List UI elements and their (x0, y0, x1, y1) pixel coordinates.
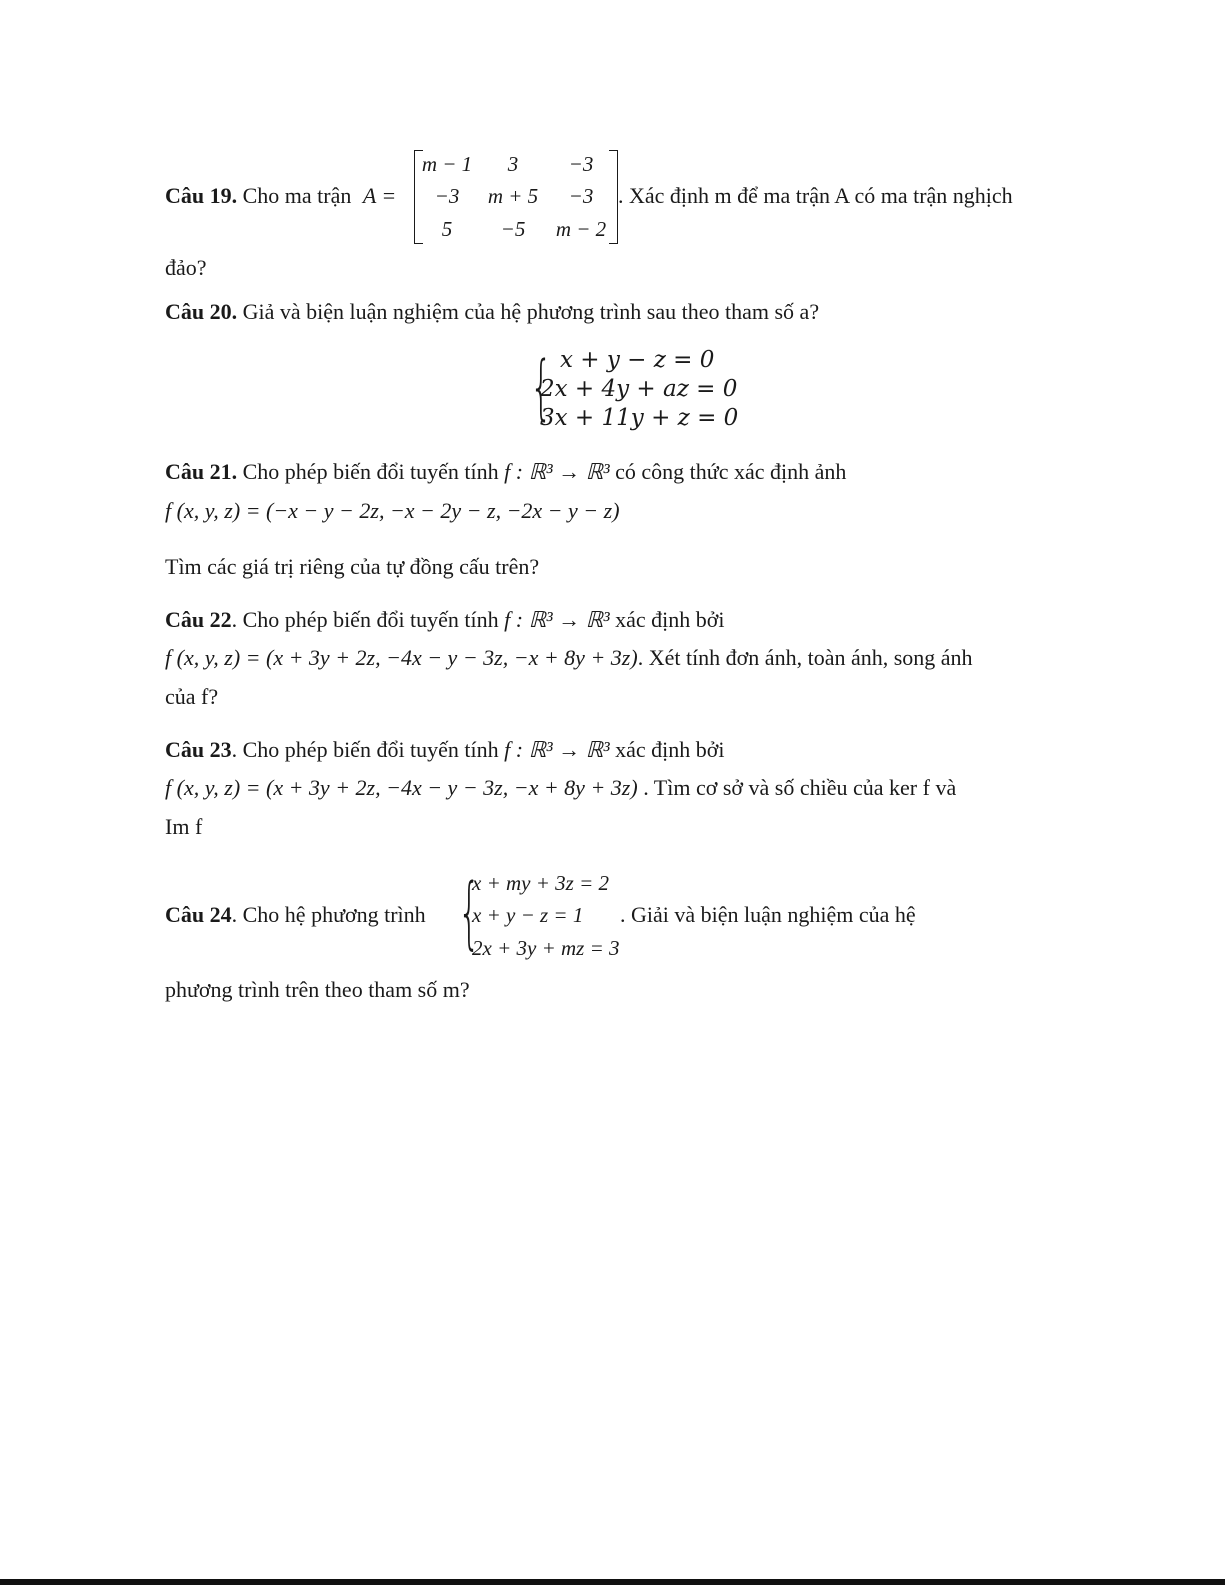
q22-formula-tail: . Xét tính đơn ánh, toàn ánh, song ánh (637, 645, 973, 670)
q24-text-after: . Giải và biện luận nghiệm của hệ (620, 902, 916, 927)
q20-equation: x + y − z = 0 (560, 347, 715, 373)
q19-label: Câu 19. (165, 183, 238, 208)
matrix-cell: m + 5 (487, 184, 539, 208)
q24-system (458, 866, 628, 964)
matrix-cell: 3 (507, 152, 519, 176)
brace-icon: { (530, 346, 553, 428)
q23-text-cont: Im f (165, 814, 203, 839)
q24-text-before: . Cho hệ phương trình (231, 902, 426, 927)
q23-text-after: xác định bởi (609, 737, 725, 762)
matrix-cell: −5 (500, 217, 526, 241)
matrix-cell: −3 (568, 152, 594, 176)
brace-icon: { (458, 868, 481, 958)
q19-text-cont: đảo? (165, 255, 207, 280)
matrix-cell: −3 (568, 184, 594, 208)
matrix-cell: m − 1 (421, 152, 473, 176)
q19-text-before: Cho ma trận (237, 183, 357, 208)
q23-formula-tail: . Tìm cơ sở và số chiều của ker f và (637, 775, 957, 800)
q20-system (530, 344, 750, 436)
q20-label: Câu 20. (165, 299, 238, 324)
q21-map: f : ℝ³ → ℝ³ (504, 459, 610, 484)
q20-equation: 2x + 4y + az = 0 (540, 376, 738, 402)
q23-formula: f (x, y, z) = (x + 3y + 2z, −4x − y − 3z, −x + 8y + 3z) (165, 775, 638, 800)
q22-map: f : ℝ³ → ℝ³ (504, 607, 610, 632)
q20-equation: 3x + 11y + z = 0 (540, 405, 739, 431)
matrix-cell: 5 (441, 217, 453, 241)
q20-text: Giả và biện luận nghiệm của hệ phương trình sau theo tham số a? (237, 299, 820, 324)
q24-equation: x + y − z = 1 (472, 903, 584, 927)
q21-text-after: có công thức xác định ảnh (609, 459, 847, 484)
q21-formula: f (x, y, z) = (−x − y − 2z, −x − 2y − z, −2x − y − z) (165, 498, 620, 523)
q23-map: f : ℝ³ → ℝ³ (504, 737, 610, 762)
q22-label: Câu 22 (165, 607, 232, 632)
q21-label: Câu 21. (165, 459, 238, 484)
q22-text-before: . Cho phép biến đổi tuyến tính (231, 607, 505, 632)
q23-line (165, 736, 725, 764)
q24-equation: x + my + 3z = 2 (472, 871, 609, 895)
q19-matrix-name: A = (362, 183, 397, 208)
q19-matrix (408, 148, 618, 244)
q23-label: Câu 23 (165, 737, 232, 762)
q24-text-cont: phương trình trên theo tham số m? (165, 977, 470, 1002)
bottom-border (0, 1579, 1225, 1585)
q21-question: Tìm các giá trị riêng của tự đồng cấu trên? (165, 554, 540, 579)
matrix-cell: m − 2 (555, 217, 607, 241)
q22-text-after: xác định bởi (609, 607, 725, 632)
q24-label: Câu 24 (165, 902, 232, 927)
q19-line (165, 182, 396, 210)
q19-text-after: . Xác định m để ma trận A có ma trận nghịch (618, 183, 1013, 208)
q23-text-before: . Cho phép biến đổi tuyến tính (231, 737, 505, 762)
q24-equation: 2x + 3y + mz = 3 (472, 936, 620, 960)
q21-text-before: Cho phép biến đổi tuyến tính (237, 459, 505, 484)
q22-formula-line (165, 644, 973, 672)
matrix-cell: −3 (434, 184, 460, 208)
q22-formula: f (x, y, z) = (x + 3y + 2z, −4x − y − 3z, −x + 8y + 3z) (165, 645, 638, 670)
q23-formula-line (165, 774, 956, 802)
q22-text-cont: của f? (165, 684, 219, 709)
q21-line (165, 458, 846, 486)
q22-line (165, 606, 725, 634)
q20-line (165, 298, 819, 326)
q24-line (165, 901, 426, 929)
